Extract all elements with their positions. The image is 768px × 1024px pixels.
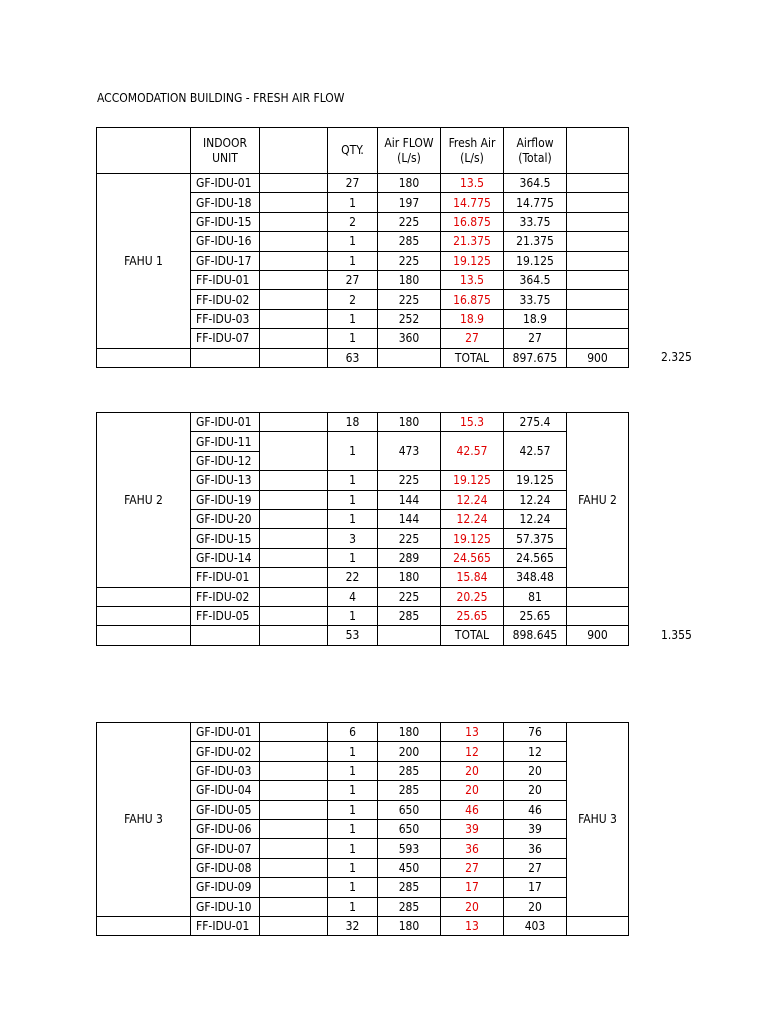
table-header-row: [97, 128, 629, 174]
airflow-total-cell: 33.75: [504, 290, 567, 309]
blank-cell: [260, 606, 328, 625]
fresh-air-cell: 42.57: [441, 432, 504, 471]
blank-cell: [260, 174, 328, 193]
airflow-total-cell: 25.65: [504, 606, 567, 625]
sum-total: 897.675: [504, 348, 567, 367]
unit-cell: GF-IDU-04: [191, 781, 260, 800]
total-row: [97, 626, 629, 645]
airflow-total-cell: 24.565: [504, 548, 567, 567]
air-flow-cell: 180: [378, 174, 441, 193]
unit-cell: GF-IDU-01: [191, 174, 260, 193]
blank-cell: [567, 587, 629, 606]
qty-cell: 1: [328, 897, 378, 916]
fahu-label: FAHU 3: [97, 723, 191, 917]
fresh-air-cell: 24.565: [441, 548, 504, 567]
air-flow-cell: 180: [378, 916, 441, 935]
header-blank: [567, 128, 629, 174]
fahu-label-right: FAHU 3: [567, 723, 629, 917]
header-qty: QTY.: [328, 128, 378, 174]
table-row: [97, 587, 629, 606]
airflow-total-cell: 76: [504, 723, 567, 742]
unit-cell: GF-IDU-10: [191, 897, 260, 916]
header-airflow-total: Airflow (Total): [504, 128, 567, 174]
qty-cell: 4: [328, 587, 378, 606]
blank-cell: [97, 606, 191, 625]
fresh-air-cell: 13: [441, 916, 504, 935]
qty-cell: 1: [328, 761, 378, 780]
airflow-total-cell: 36: [504, 839, 567, 858]
unit-cell: GF-IDU-20: [191, 509, 260, 528]
fresh-air-cell: 20: [441, 897, 504, 916]
unit-cell: GF-IDU-11: [191, 432, 260, 451]
blank-cell: [567, 606, 629, 625]
fresh-air-cell: 12.24: [441, 509, 504, 528]
unit-cell: GF-IDU-01: [191, 413, 260, 432]
capacity: 900: [567, 348, 629, 367]
unit-cell: GF-IDU-18: [191, 193, 260, 212]
qty-cell: 1: [328, 232, 378, 251]
unit-cell: GF-IDU-13: [191, 471, 260, 490]
qty-cell: 1: [328, 819, 378, 838]
unit-cell: FF-IDU-01: [191, 270, 260, 289]
unit-cell: FF-IDU-02: [191, 290, 260, 309]
blank-cell: [567, 329, 629, 348]
total-label: TOTAL: [441, 626, 504, 645]
fresh-air-cell: 13.5: [441, 174, 504, 193]
blank-cell: [567, 212, 629, 231]
unit-cell: FF-IDU-01: [191, 568, 260, 587]
air-flow-cell: 285: [378, 897, 441, 916]
fahu-label: FAHU 2: [97, 413, 191, 588]
qty-cell: 1: [328, 781, 378, 800]
unit-cell: GF-IDU-12: [191, 451, 260, 470]
blank-cell: [378, 348, 441, 367]
qty-cell: 1: [328, 800, 378, 819]
qty-cell: 18: [328, 413, 378, 432]
airflow-total-cell: 19.125: [504, 251, 567, 270]
sum-qty: 53: [328, 626, 378, 645]
air-flow-cell: 180: [378, 413, 441, 432]
air-flow-cell: 289: [378, 548, 441, 567]
margin-value: 2.325: [661, 350, 692, 364]
unit-cell: FF-IDU-05: [191, 606, 260, 625]
blank-cell: [260, 329, 328, 348]
unit-cell: FF-IDU-01: [191, 916, 260, 935]
airflow-total-cell: 20: [504, 897, 567, 916]
unit-cell: GF-IDU-17: [191, 251, 260, 270]
fresh-air-cell: 39: [441, 819, 504, 838]
air-flow-cell: 225: [378, 587, 441, 606]
blank-cell: [260, 529, 328, 548]
qty-cell: 1: [328, 193, 378, 212]
air-flow-cell: 450: [378, 858, 441, 877]
fahu-label: FAHU 1: [97, 174, 191, 349]
airflow-total-cell: 39: [504, 819, 567, 838]
qty-cell: 27: [328, 174, 378, 193]
fresh-air-cell: 17: [441, 878, 504, 897]
blank-cell: [260, 723, 328, 742]
air-flow-cell: 252: [378, 309, 441, 328]
blank-cell: [260, 232, 328, 251]
airflow-total-cell: 81: [504, 587, 567, 606]
blank-cell: [260, 742, 328, 761]
blank-cell: [260, 270, 328, 289]
airflow-total-cell: 20: [504, 761, 567, 780]
fresh-air-cell: 21.375: [441, 232, 504, 251]
header-air-flow: Air FLOW (L/s): [378, 128, 441, 174]
air-flow-cell: 225: [378, 471, 441, 490]
fresh-air-cell: 27: [441, 329, 504, 348]
airflow-total-cell: 21.375: [504, 232, 567, 251]
unit-cell: FF-IDU-03: [191, 309, 260, 328]
blank-cell: [260, 309, 328, 328]
airflow-total-cell: 12.24: [504, 490, 567, 509]
airflow-total-cell: 33.75: [504, 212, 567, 231]
qty-cell: 1: [328, 471, 378, 490]
blank-cell: [260, 193, 328, 212]
qty-cell: 1: [328, 742, 378, 761]
airflow-total-cell: 12: [504, 742, 567, 761]
blank-cell: [260, 819, 328, 838]
fresh-air-cell: 12.24: [441, 490, 504, 509]
air-flow-cell: 225: [378, 212, 441, 231]
air-flow-cell: 285: [378, 781, 441, 800]
air-flow-cell: 285: [378, 232, 441, 251]
air-flow-cell: 360: [378, 329, 441, 348]
air-flow-cell: 144: [378, 490, 441, 509]
unit-cell: GF-IDU-09: [191, 878, 260, 897]
airflow-total-cell: 364.5: [504, 174, 567, 193]
airflow-total-cell: 19.125: [504, 471, 567, 490]
blank-cell: [260, 781, 328, 800]
blank-cell: [260, 568, 328, 587]
unit-cell: GF-IDU-14: [191, 548, 260, 567]
table-row: [97, 606, 629, 625]
air-flow-cell: 285: [378, 761, 441, 780]
air-flow-cell: 285: [378, 606, 441, 625]
airflow-total-cell: 17: [504, 878, 567, 897]
air-flow-cell: 285: [378, 878, 441, 897]
qty-cell: 1: [328, 509, 378, 528]
airflow-total-cell: 364.5: [504, 270, 567, 289]
air-flow-cell: 197: [378, 193, 441, 212]
air-flow-cell: 144: [378, 509, 441, 528]
blank-cell: [191, 626, 260, 645]
airflow-total-cell: 42.57: [504, 432, 567, 471]
total-label: TOTAL: [441, 348, 504, 367]
qty-cell: 6: [328, 723, 378, 742]
margin-value: 1.355: [661, 628, 692, 642]
blank-cell: [97, 587, 191, 606]
airflow-total-cell: 27: [504, 858, 567, 877]
blank-cell: [260, 761, 328, 780]
blank-cell: [260, 800, 328, 819]
airflow-total-cell: 18.9: [504, 309, 567, 328]
airflow-total-cell: 46: [504, 800, 567, 819]
fresh-air-cell: 15.84: [441, 568, 504, 587]
qty-cell: 1: [328, 606, 378, 625]
unit-cell: GF-IDU-03: [191, 761, 260, 780]
capacity: 900: [567, 626, 629, 645]
unit-cell: FF-IDU-07: [191, 329, 260, 348]
table-row: [97, 174, 629, 193]
blank-cell: [260, 878, 328, 897]
blank-cell: [260, 290, 328, 309]
blank-cell: [97, 348, 191, 367]
blank-cell: [567, 193, 629, 212]
header-blank: [97, 128, 191, 174]
qty-cell: 32: [328, 916, 378, 935]
fresh-air-cell: 36: [441, 839, 504, 858]
unit-cell: GF-IDU-05: [191, 800, 260, 819]
fahu2-table: [96, 412, 629, 646]
qty-cell: 2: [328, 290, 378, 309]
table-row: [97, 413, 629, 432]
blank-cell: [260, 858, 328, 877]
airflow-total-cell: 14.775: [504, 193, 567, 212]
blank-cell: [260, 348, 328, 367]
fresh-air-cell: 27: [441, 858, 504, 877]
unit-cell: FF-IDU-02: [191, 587, 260, 606]
qty-cell: 1: [328, 878, 378, 897]
airflow-total-cell: 20: [504, 781, 567, 800]
fahu1-table: [96, 127, 629, 368]
qty-cell: 1: [328, 858, 378, 877]
airflow-total-cell: 403: [504, 916, 567, 935]
blank-cell: [260, 839, 328, 858]
fresh-air-cell: 19.125: [441, 471, 504, 490]
blank-cell: [378, 626, 441, 645]
air-flow-cell: 473: [378, 432, 441, 471]
unit-cell: GF-IDU-07: [191, 839, 260, 858]
blank-cell: [567, 290, 629, 309]
unit-cell: GF-IDU-16: [191, 232, 260, 251]
airflow-total-cell: 348.48: [504, 568, 567, 587]
fresh-air-cell: 20: [441, 781, 504, 800]
airflow-total-cell: 275.4: [504, 413, 567, 432]
air-flow-cell: 180: [378, 723, 441, 742]
qty-cell: 3: [328, 529, 378, 548]
qty-cell: 1: [328, 548, 378, 567]
airflow-total-cell: 12.24: [504, 509, 567, 528]
air-flow-cell: 180: [378, 270, 441, 289]
fresh-air-cell: 20.25: [441, 587, 504, 606]
header-fresh-air: Fresh Air (L/s): [441, 128, 504, 174]
blank-cell: [567, 232, 629, 251]
blank-cell: [567, 174, 629, 193]
fresh-air-cell: 19.125: [441, 251, 504, 270]
unit-cell: GF-IDU-08: [191, 858, 260, 877]
fresh-air-cell: 13.5: [441, 270, 504, 289]
blank-cell: [567, 916, 629, 935]
airflow-total-cell: 57.375: [504, 529, 567, 548]
airflow-total-cell: 27: [504, 329, 567, 348]
page-title: ACCOMODATION BUILDING - FRESH AIR FLOW: [97, 91, 345, 105]
blank-cell: [260, 413, 328, 432]
air-flow-cell: 200: [378, 742, 441, 761]
blank-cell: [191, 348, 260, 367]
blank-cell: [260, 626, 328, 645]
unit-cell: GF-IDU-15: [191, 212, 260, 231]
fresh-air-cell: 15.3: [441, 413, 504, 432]
air-flow-cell: 225: [378, 290, 441, 309]
header-indoor-unit: INDOOR UNIT: [191, 128, 260, 174]
fresh-air-cell: 46: [441, 800, 504, 819]
unit-cell: GF-IDU-01: [191, 723, 260, 742]
blank-cell: [260, 897, 328, 916]
blank-cell: [260, 587, 328, 606]
sum-total: 898.645: [504, 626, 567, 645]
qty-cell: 1: [328, 329, 378, 348]
qty-cell: 1: [328, 251, 378, 270]
blank-cell: [567, 270, 629, 289]
unit-cell: GF-IDU-19: [191, 490, 260, 509]
blank-cell: [97, 916, 191, 935]
blank-cell: [260, 471, 328, 490]
air-flow-cell: 593: [378, 839, 441, 858]
fresh-air-cell: 12: [441, 742, 504, 761]
fresh-air-cell: 19.125: [441, 529, 504, 548]
header-blank: [260, 128, 328, 174]
blank-cell: [260, 509, 328, 528]
qty-cell: 1: [328, 490, 378, 509]
blank-cell: [260, 432, 328, 471]
air-flow-cell: 180: [378, 568, 441, 587]
qty-cell: 2: [328, 212, 378, 231]
air-flow-cell: 650: [378, 800, 441, 819]
qty-cell: 1: [328, 839, 378, 858]
fahu-label-right: FAHU 2: [567, 413, 629, 588]
sum-qty: 63: [328, 348, 378, 367]
qty-cell: 22: [328, 568, 378, 587]
fahu3-table: [96, 722, 629, 936]
fresh-air-cell: 13: [441, 723, 504, 742]
unit-cell: GF-IDU-02: [191, 742, 260, 761]
blank-cell: [260, 212, 328, 231]
fresh-air-cell: 20: [441, 761, 504, 780]
fresh-air-cell: 14.775: [441, 193, 504, 212]
fresh-air-cell: 16.875: [441, 212, 504, 231]
blank-cell: [260, 916, 328, 935]
blank-cell: [97, 626, 191, 645]
air-flow-cell: 225: [378, 251, 441, 270]
blank-cell: [567, 251, 629, 270]
qty-cell: 27: [328, 270, 378, 289]
table-row: [97, 723, 629, 742]
blank-cell: [260, 490, 328, 509]
air-flow-cell: 225: [378, 529, 441, 548]
blank-cell: [567, 309, 629, 328]
fresh-air-cell: 25.65: [441, 606, 504, 625]
table-row: [97, 916, 629, 935]
fresh-air-cell: 16.875: [441, 290, 504, 309]
qty-cell: 1: [328, 432, 378, 471]
qty-cell: 1: [328, 309, 378, 328]
blank-cell: [260, 548, 328, 567]
air-flow-cell: 650: [378, 819, 441, 838]
fresh-air-cell: 18.9: [441, 309, 504, 328]
unit-cell: GF-IDU-06: [191, 819, 260, 838]
total-row: [97, 348, 629, 367]
blank-cell: [260, 251, 328, 270]
unit-cell: GF-IDU-15: [191, 529, 260, 548]
